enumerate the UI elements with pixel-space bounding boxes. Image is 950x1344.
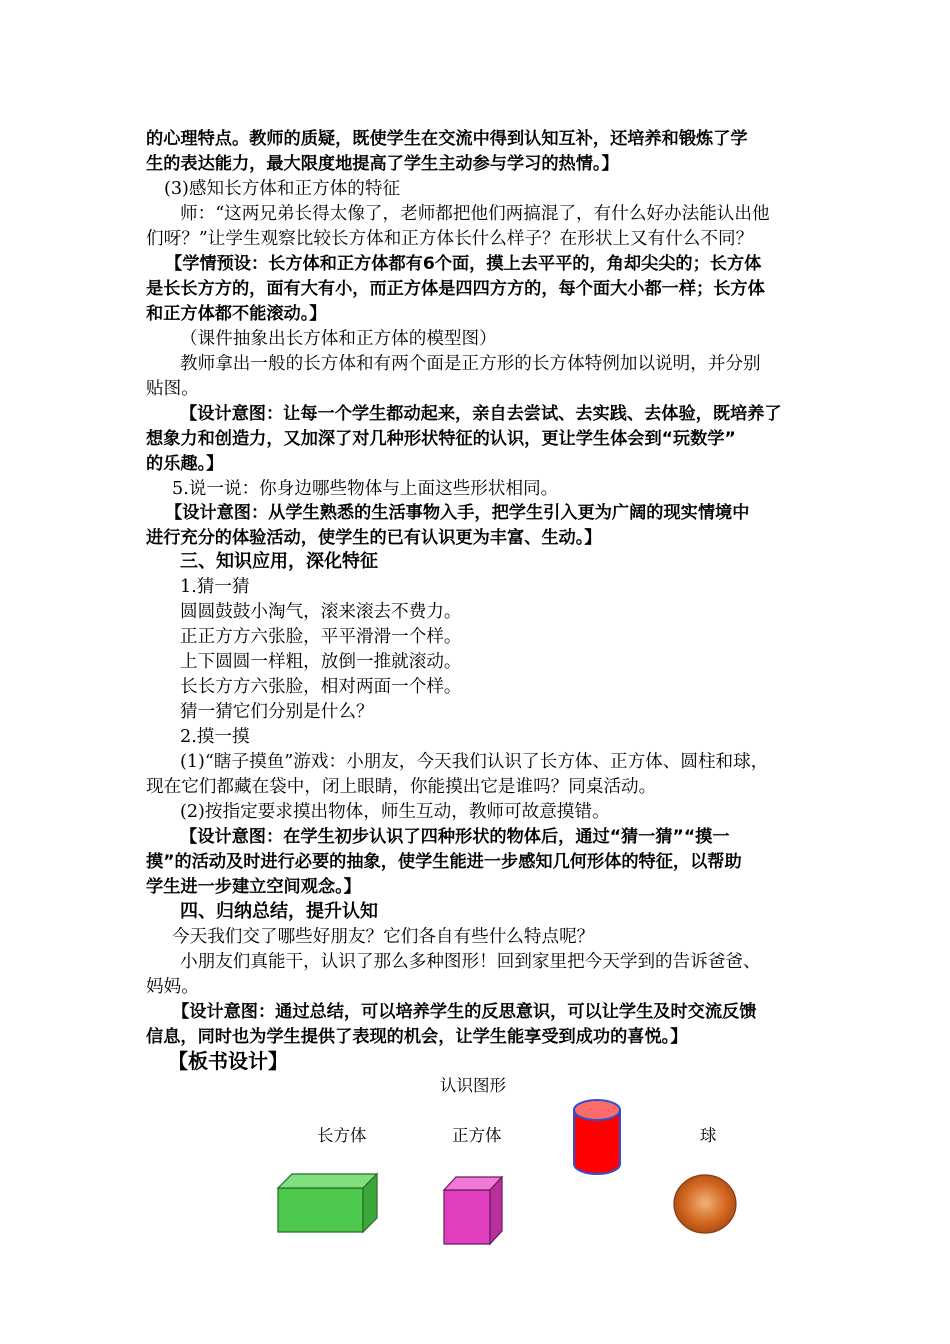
paragraph-line: 今天我们交了哪些好朋友？它们各自有些什么特点呢？: [172, 927, 595, 947]
sphere-shape: [670, 1172, 740, 1236]
paragraph-line: (1)“瞎子摸鱼”游戏：小朋友，今天我们认识了长方体、正方体、圆柱和球，: [180, 752, 769, 772]
cylinder-shape: [568, 1096, 626, 1180]
paragraph-line: 想象力和创造力，又加深了对几种形状特征的认识，更让学生体会到“玩数学”: [146, 429, 736, 449]
cube-label: 正方体: [452, 1126, 502, 1145]
board-title: 认识图形: [440, 1076, 506, 1095]
paragraph-line: 摸”的活动及时进行必要的抽象，使学生能进一步感知几何形体的特征，以帮助: [146, 852, 742, 872]
section-heading: 四、归纳总结，提升认知: [180, 901, 378, 922]
subsection-heading: 2.摸一摸: [180, 727, 250, 747]
paragraph-line: 师：“这两兄弟长得太像了，老师都把他们两搞混了，有什么好办法能认出他: [180, 204, 770, 224]
cuboid-label: 长方体: [317, 1126, 367, 1145]
paragraph-line: 小朋友们真能干，认识了那么多种图形！回到家里把今天学到的告诉爸爸、: [180, 952, 761, 972]
paragraph-line: 们呀？”让学生观察比较长方体和正方体长什么样子？在形状上又有什么不同？: [146, 229, 754, 249]
paragraph-line: 的心理特点。教师的质疑，既使学生在交流中得到认知互补，还培养和锻炼了学: [146, 129, 748, 149]
paragraph-line: 【学情预设：长方体和正方体都有6个面，摸上去平平的，角却尖尖的；长方体: [165, 254, 762, 274]
paragraph-line: 和正方体都不能滚动。】: [146, 304, 327, 324]
paragraph-line: 妈妈。: [146, 977, 199, 997]
paragraph-line: (2)按指定要求摸出物体，师生互动，教师可故意摸错。: [180, 802, 610, 822]
cube-shape: [438, 1172, 508, 1252]
section-heading: 三、知识应用，深化特征: [180, 551, 378, 572]
cuboid-shape: [270, 1168, 385, 1238]
paragraph-line: 学生进一步建立空间观念。】: [146, 877, 361, 897]
board-design-heading: 【板书设计】: [168, 1049, 288, 1073]
paragraph-line: 【设计意图：在学生初步认识了四种形状的物体后，通过“猜一猜”“摸一: [180, 827, 730, 847]
paragraph-line: 生的表达能力，最大限度地提高了学生主动参与学习的热情。】: [146, 154, 619, 174]
paragraph-line: 【设计意图：让每一个学生都动起来，亲自去尝试、去实践、去体验，既培养了: [180, 404, 782, 424]
paragraph-line: 【设计意图：从学生熟悉的生活事物入手，把学生引入更为广阔的现实情境中: [165, 503, 750, 523]
riddle-line: 圆圆鼓鼓小淘气，滚来滚去不费力。: [180, 602, 462, 622]
subsection-heading: 1.猜一猜: [180, 577, 250, 597]
paragraph-line: 猜一猜它们分别是什么？: [180, 702, 374, 722]
paragraph-line: 进行充分的体验活动，使学生的已有认识更为丰富、生动。】: [146, 528, 602, 548]
paragraph-line: 的乐趣。】: [146, 454, 224, 474]
paragraph-line: 现在它们都藏在袋中，闭上眼睛，你能摸出它是谁吗？同桌活动。: [146, 777, 657, 797]
sphere-label: 球: [700, 1126, 717, 1145]
paragraph-line: 是长长方方的，面有大有小，而正方体是四四方方的，每个面大小都一样；长方体: [146, 279, 765, 299]
paragraph-line: 5.说一说：你身边哪些物体与上面这些形状相同。: [172, 479, 559, 499]
paragraph-line: 教师拿出一般的长方体和有两个面是正方形的长方体特例加以说明，并分别: [180, 354, 761, 374]
paragraph-line: 信息，同时也为学生提供了表现的机会，让学生能享受到成功的喜悦。】: [146, 1027, 688, 1047]
riddle-line: 正正方方六张脸，平平滑滑一个样。: [180, 627, 462, 647]
riddle-line: 长长方方六张脸，相对两面一个样。: [180, 677, 462, 697]
paragraph-line: （课件抽象出长方体和正方体的模型图）: [180, 329, 497, 349]
paragraph-line: 贴图。: [146, 379, 199, 399]
section-subheading: (3)感知长方体和正方体的特征: [164, 179, 401, 199]
paragraph-line: 【设计意图：通过总结，可以培养学生的反思意识，可以让学生及时交流反馈: [172, 1002, 757, 1022]
riddle-line: 上下圆圆一样粗，放倒一推就滚动。: [180, 652, 462, 672]
